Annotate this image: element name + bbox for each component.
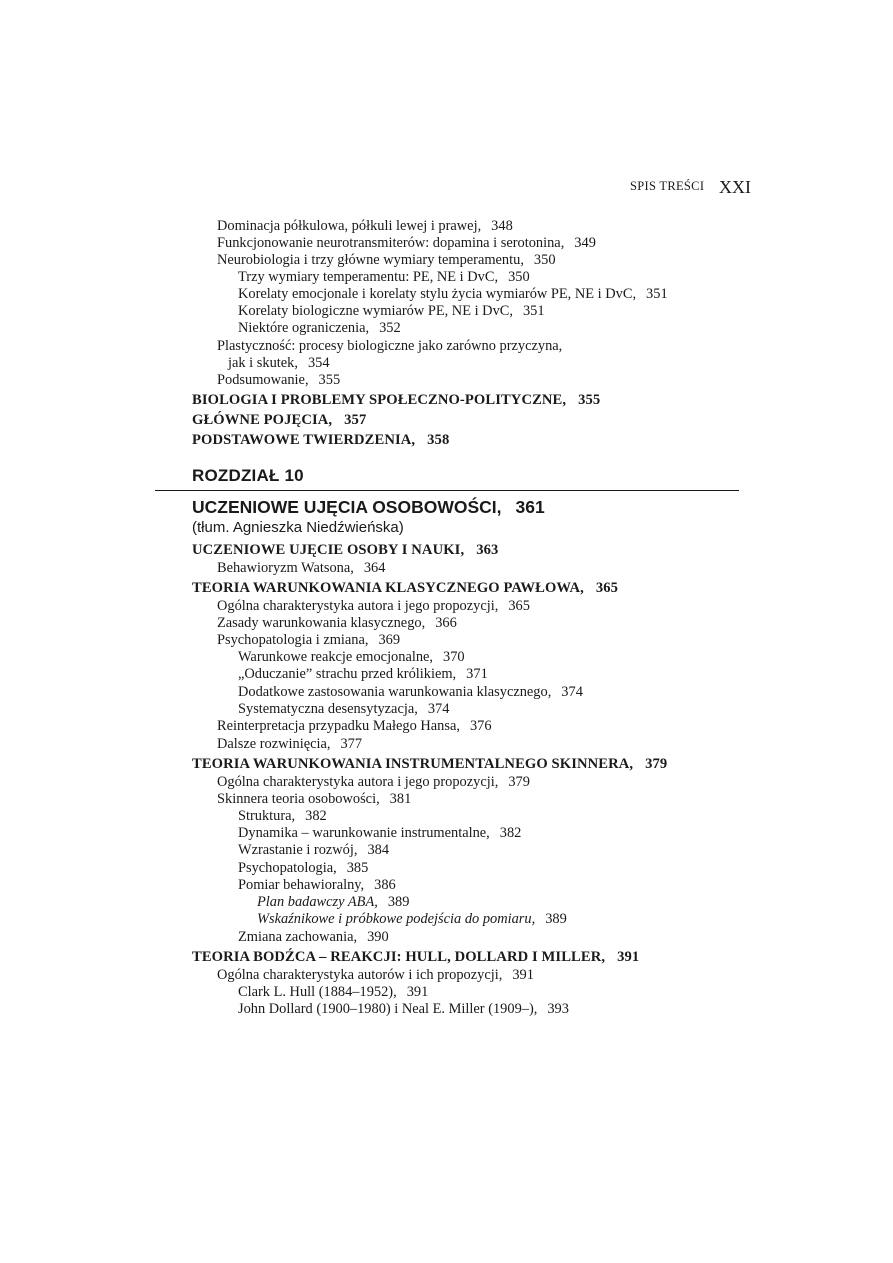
toc-entry: Behawioryzm Watsona, 364	[217, 560, 386, 576]
toc-section-heading: UCZENIOWE UJĘCIE OSOBY I NAUKI, 363	[192, 542, 499, 558]
toc-entry: Ogólna charakterystyka autorów i ich propozycji, 391	[217, 967, 534, 983]
toc-entry: Reinterpretacja przypadku Małego Hansa, 376	[217, 718, 492, 734]
toc-entry: John Dollard (1900–1980) i Neal E. Miller (1909–), 393	[238, 1001, 569, 1017]
toc-entry: Skinnera teoria osobowości, 381	[217, 791, 412, 807]
chapter-label: ROZDZIAŁ 10	[192, 466, 304, 485]
toc-entry: Dominacja półkulowa, półkuli lewej i prawej, 348	[217, 218, 513, 234]
chapter-divider	[155, 490, 739, 491]
toc-entry: Plan badawczy ABA, 389	[257, 894, 410, 910]
toc-entry: Wskaźnikowe i próbkowe podejścia do pomiaru, 389	[257, 911, 567, 927]
toc-section-heading: BIOLOGIA I PROBLEMY SPOŁECZNO-POLITYCZNE, 355	[192, 392, 601, 408]
toc-entry: Ogólna charakterystyka autora i jego propozycji, 365	[217, 598, 530, 614]
running-header-section: SPIS TREŚCI	[630, 179, 705, 193]
chapter-title: UCZENIOWE UJĘCIA OSOBOWOŚCI, 361	[192, 497, 545, 517]
toc-entry: Dynamika – warunkowanie instrumentalne, 382	[238, 825, 522, 841]
toc-entry: Neurobiologia i trzy główne wymiary temperamentu, 350	[217, 252, 556, 268]
toc-section-heading: PODSTAWOWE TWIERDZENIA, 358	[192, 432, 450, 448]
running-header	[620, 178, 750, 198]
toc-entry: Warunkowe reakcje emocjonalne, 370	[238, 649, 465, 665]
toc-entry: Struktura, 382	[238, 808, 327, 824]
toc-entry: Dalsze rozwinięcia, 377	[217, 736, 363, 752]
toc-section-heading: TEORIA WARUNKOWANIA KLASYCZNEGO PAWŁOWA, 365	[192, 580, 619, 596]
toc-entry: Zasady warunkowania klasycznego, 366	[217, 615, 457, 631]
toc-entry: Psychopatologia i zmiana, 369	[217, 632, 401, 648]
toc-section-heading: GŁÓWNE POJĘCIA, 357	[192, 412, 367, 428]
toc-entry: Plastyczność: procesy biologiczne jako zarówno przyczyna,	[217, 338, 563, 354]
toc-entry: Funkcjonowanie neurotransmiterów: dopamina i serotonina, 349	[217, 235, 596, 251]
toc-entry: „Oduczanie” strachu przed królikiem, 371	[238, 666, 488, 682]
toc-entry: Trzy wymiary temperamentu: PE, NE i DvC, 350	[238, 269, 530, 285]
toc-entry: Clark L. Hull (1884–1952), 391	[238, 984, 429, 1000]
toc-entry: Dodatkowe zastosowania warunkowania klasycznego, 374	[238, 684, 583, 700]
toc-entry: Ogólna charakterystyka autora i jego propozycji, 379	[217, 774, 530, 790]
toc-entry: Korelaty emocjonale i korelaty stylu życia wymiarów PE, NE i DvC, 351	[238, 286, 668, 302]
toc-entry: Niektóre ograniczenia, 352	[238, 320, 401, 336]
toc-entry: Zmiana zachowania, 390	[238, 929, 389, 945]
translator-note: (tłum. Agnieszka Niedźwieńska)	[192, 519, 404, 536]
toc-entry: Podsumowanie, 355	[217, 372, 341, 388]
toc-section-heading: TEORIA WARUNKOWANIA INSTRUMENTALNEGO SKINNERA, 379	[192, 756, 668, 772]
toc-entry: Pomiar behawioralny, 386	[238, 877, 396, 893]
page-number: XXI	[719, 177, 751, 197]
toc-entry: Systematyczna desensytyzacja, 374	[238, 701, 450, 717]
toc-entry: Wzrastanie i rozwój, 384	[238, 842, 390, 858]
toc-section-heading: TEORIA BODŹCA – REAKCJI: HULL, DOLLARD I MILLER, 391	[192, 949, 640, 965]
toc-entry: Korelaty biologiczne wymiarów PE, NE i DvC, 351	[238, 303, 545, 319]
toc-entry-continuation: jak i skutek, 354	[228, 355, 330, 371]
toc-entry: Psychopatologia, 385	[238, 860, 369, 876]
